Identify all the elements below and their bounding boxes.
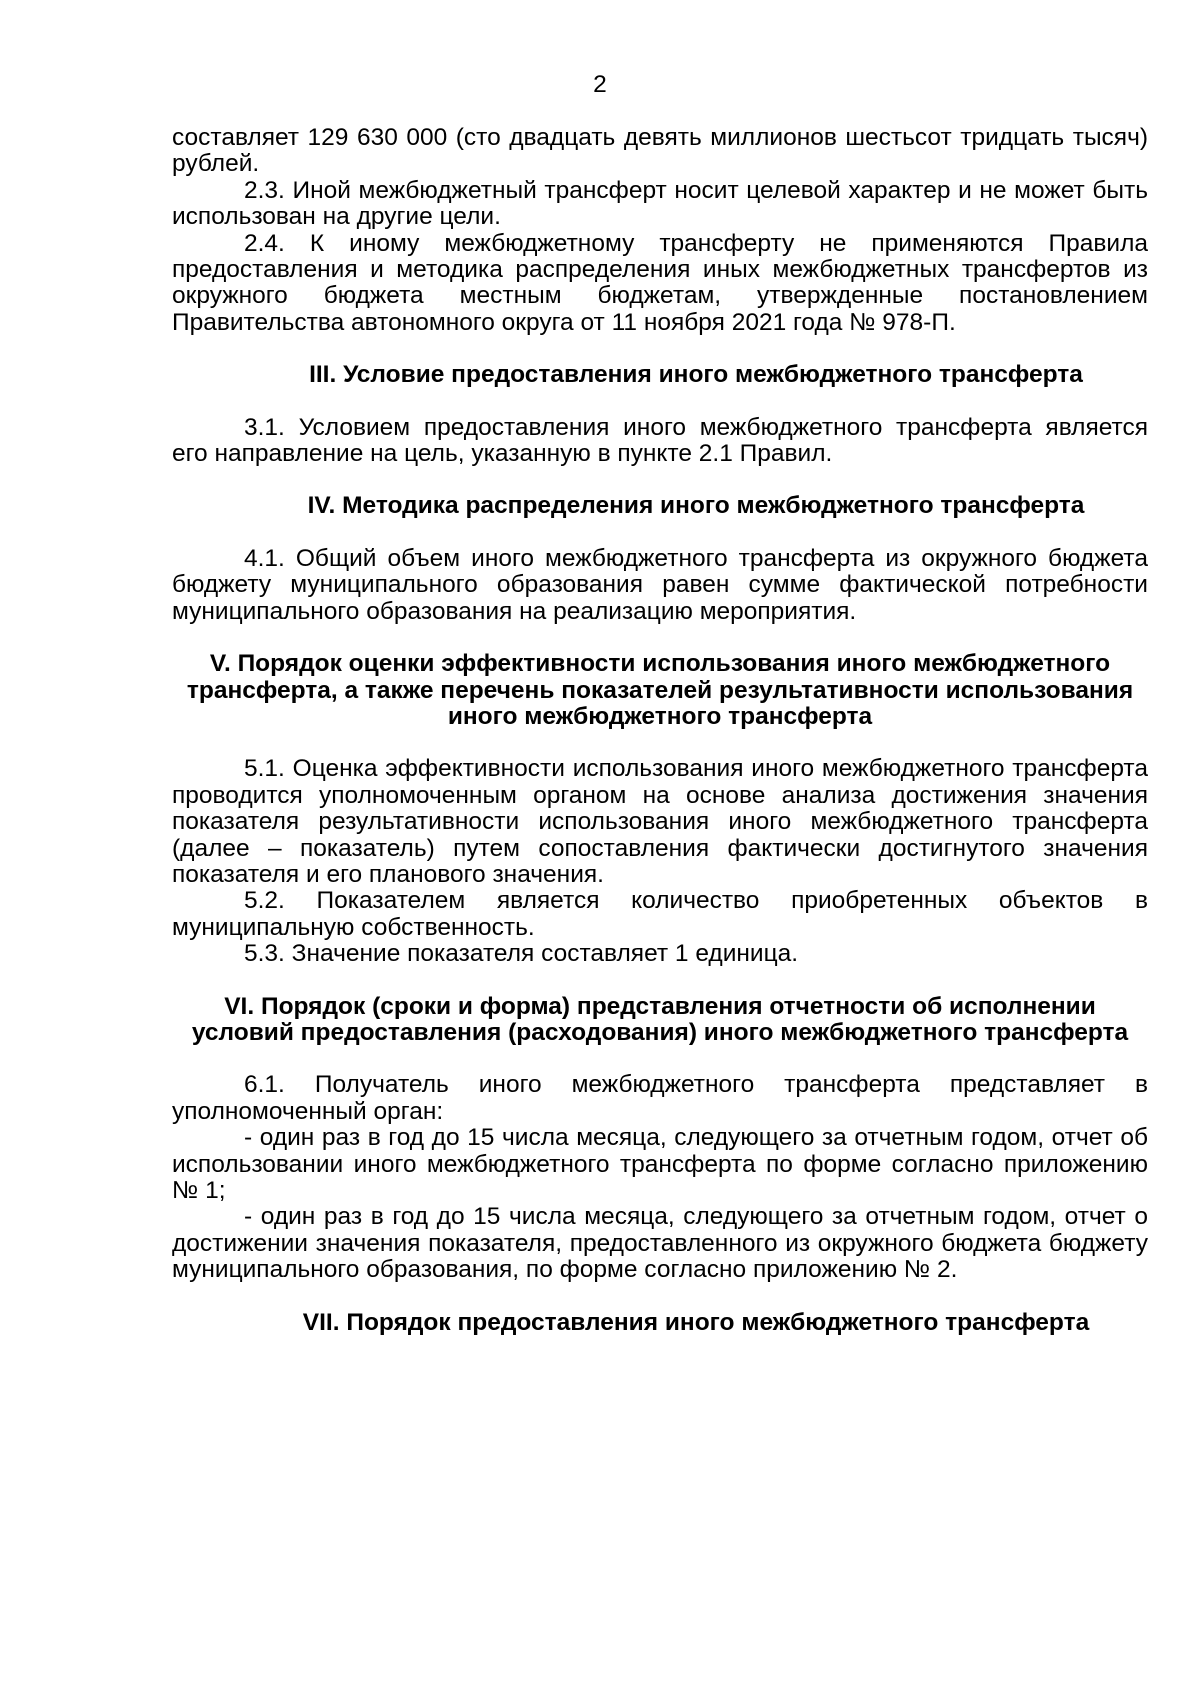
paragraph-3-1: 3.1. Условием предоставления иного межбюджетного трансферта является его направление на цель, указанную в пункте 2.1 Правил. xyxy=(172,413,1148,468)
page-number: 2 xyxy=(593,71,607,98)
document-body xyxy=(172,125,1148,1336)
paragraph-4-1: 4.1. Общий объем иного межбюджетного трансферта из окружного бюджета бюджету муниципального образования равен сумме фактической потребности муниципального образования на реализацию мероприятия. xyxy=(172,544,1148,625)
paragraph-5-2: 5.2. Показателем является количество приобретенных объектов в муниципальную собственность. xyxy=(172,887,1148,941)
section-heading-6: VI. Порядок (сроки и форма) представления отчетности об исполнении условий предоставления (расходования) иного межбюджетного трансферта xyxy=(191,992,1129,1046)
paragraph-6-1-item-1: - один раз в год до 15 числа месяца, следующего за отчетным годом, отчет об использовании иного межбюджетного трансферта по форме согласно приложению № 1; xyxy=(172,1124,1148,1204)
paragraph-2-3: 2.3. Иной межбюджетный трансферт носит целевой характер и не может быть использован на другие цели. xyxy=(172,176,1148,231)
section-heading-5: V. Порядок оценки эффективности использования иного межбюджетного трансферта, а также перечень показателей результативности использования иного межбюджетного трансферта xyxy=(186,650,1134,730)
paragraph-continuation: составляет 129 630 000 (сто двадцать девять миллионов шестьсот тридцать тысяч) рублей. xyxy=(172,124,1148,178)
paragraph-6-1: 6.1. Получатель иного межбюджетного трансферта представляет в уполномоченный орган: xyxy=(172,1071,1148,1125)
section-heading-3: III. Условие предоставления иного межбюджетного трансферта xyxy=(309,361,1083,389)
paragraph-5-3: 5.3. Значение показателя составляет 1 единица. xyxy=(244,940,799,968)
paragraph-2-4: 2.4. К иному межбюджетному трансферту не применяются Правила предоставления и методика распределения иных межбюджетных трансфертов из окружного бюджета местным бюджетам, утвержденные постановлением Правительства автономного округа от 11 ноября 2021 года № 978-П. xyxy=(172,229,1148,336)
section-heading-4: IV. Методика распределения иного межбюджетного трансферта xyxy=(307,492,1085,520)
section-heading-7: VII. Порядок предоставления иного межбюджетного трансферта xyxy=(302,1308,1090,1336)
paragraph-6-1-item-2: - один раз в год до 15 числа месяца, следующего за отчетным годом, отчет о достижении значения показателя, предоставленного из окружного бюджета бюджету муниципального образования, по форме согласно приложению № 2. xyxy=(172,1203,1148,1284)
paragraph-5-1: 5.1. Оценка эффективности использования иного межбюджетного трансферта проводится уполномоченным органом на основе анализа достижения значения показателя результативности использования иного межбюджетного трансферта (далее – показатель) путем сопоставления фактически достигнутого значения показателя и его планового значения. xyxy=(172,755,1148,888)
